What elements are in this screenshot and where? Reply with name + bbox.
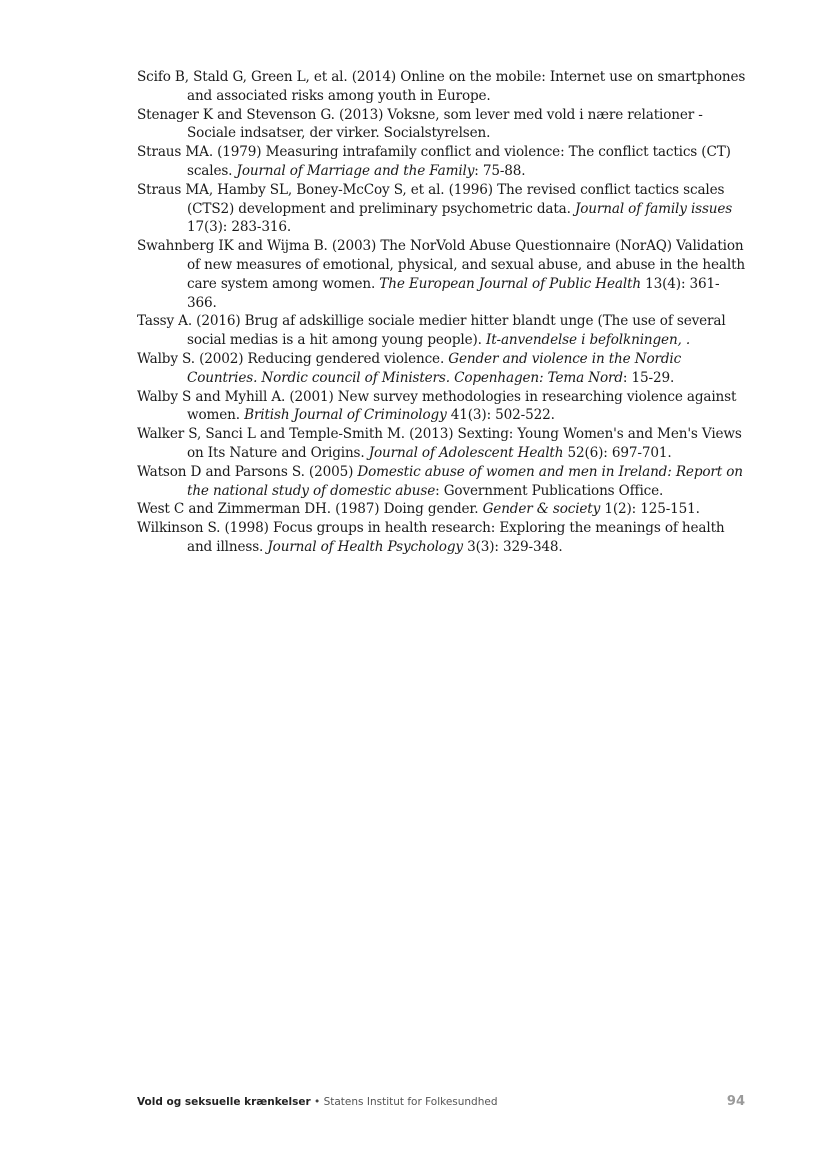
reference-entry [137, 68, 749, 106]
reference-source: British Journal of Criminology [244, 407, 447, 424]
reference-source: Journal of family issues [574, 200, 733, 217]
reference-source: The European Journal of Public Health [379, 275, 641, 292]
reference-text: Scifo B, Stald G, Green L, et al. (2014) Online on the mobile: Internet use on smartphones and associated risks among youth in Europe. [137, 69, 746, 104]
reference-details: 41(3): 502-522. [446, 407, 555, 424]
reference-text: Straus MA. (1979) Measuring intrafamily conflict and violence: The conflict tactics (CT) scales. [137, 144, 731, 179]
footer-document-title: Vold og seksuelle krænkelser [137, 1096, 311, 1108]
reference-entry [137, 143, 749, 181]
reference-text: Walker S, Sanci L and Temple-Smith M. (2013) Sexting: Young Women's and Men's Views on Its Nature and Origins. [137, 426, 742, 461]
reference-details: : Government Publications Office. [435, 482, 664, 499]
reference-details: : 15-29. [622, 369, 675, 386]
reference-details: 13(4): 361-366. [187, 275, 720, 311]
reference-details: 3(3): 329-348. [462, 538, 563, 555]
reference-source: Journal of Adolescent Health [368, 444, 564, 461]
reference-source: Journal of Health Psychology [267, 538, 463, 555]
footer-caption [137, 1096, 498, 1108]
reference-details: 17(3): 283-316. [187, 219, 292, 236]
reference-details: : 75-88. [474, 162, 526, 179]
reference-entry [137, 500, 749, 519]
reference-text: Straus MA, Hamby SL, Boney-McCoy S, et al. (1996) The revised conflict tactics scales (CTS2) development and preliminary psychometric data. [137, 181, 725, 217]
reference-entry [137, 425, 749, 463]
reference-entry [137, 350, 749, 388]
reference-entry [137, 237, 749, 312]
reference-source: Gender and violence in the Nordic Countries. Nordic council of Ministers. Copenhagen: Tema Nord [187, 350, 682, 386]
reference-entry [137, 106, 749, 144]
footer-organization: Statens Institut for Folkesundhed [323, 1096, 498, 1108]
reference-source: Journal of Marriage and the Family [236, 162, 475, 179]
reference-text: Tassy A. (2016) Brug af adskillige sociale medier hitter blandt unge (The use of several social medias is a hit among young people). [137, 313, 726, 349]
reference-details: 1(2): 125-151. [600, 501, 700, 518]
reference-text: Swahnberg IK and Wijma B. (2003) The NorVold Abuse Questionnaire (NorAQ) Validation of new measures of emotional, physical, and sexual abuse, and abuse in the health care system among women. [137, 238, 746, 292]
reference-text: Stenager K and Stevenson G. (2013) Voksne, som lever med vold i nære relationer - Sociale indsatser, der virker. Socialstyrelsen. [137, 106, 703, 142]
reference-text: Wilkinson S. (1998) Focus groups in health research: Exploring the meanings of health and illness. [137, 520, 725, 555]
page-footer [137, 1094, 745, 1110]
reference-text: Walby S and Myhill A. (2001) New survey methodologies in researching violence against women. [137, 388, 737, 424]
footer-separator: • [310, 1096, 324, 1108]
reference-source: It-anvendelse i befolkningen, . [485, 332, 691, 349]
reference-entry [137, 181, 749, 237]
reference-entry [137, 519, 749, 557]
page-number: 94 [726, 1094, 745, 1109]
reference-entry [137, 312, 749, 350]
reference-text: West C and Zimmerman DH. (1987) Doing gender. [137, 501, 483, 518]
reference-text: Walby S. (2002) Reducing gendered violence. [137, 350, 449, 367]
reference-entry [137, 388, 749, 426]
reference-source: Domestic abuse of women and men in Ireland: Report on the national study of domestic abuse [187, 463, 743, 499]
reference-entry [137, 463, 749, 501]
reference-text: Watson D and Parsons S. (2005) [137, 463, 358, 480]
reference-list [137, 68, 749, 557]
reference-details: 52(6): 697-701. [563, 444, 672, 461]
reference-source: Gender & society [482, 501, 601, 518]
